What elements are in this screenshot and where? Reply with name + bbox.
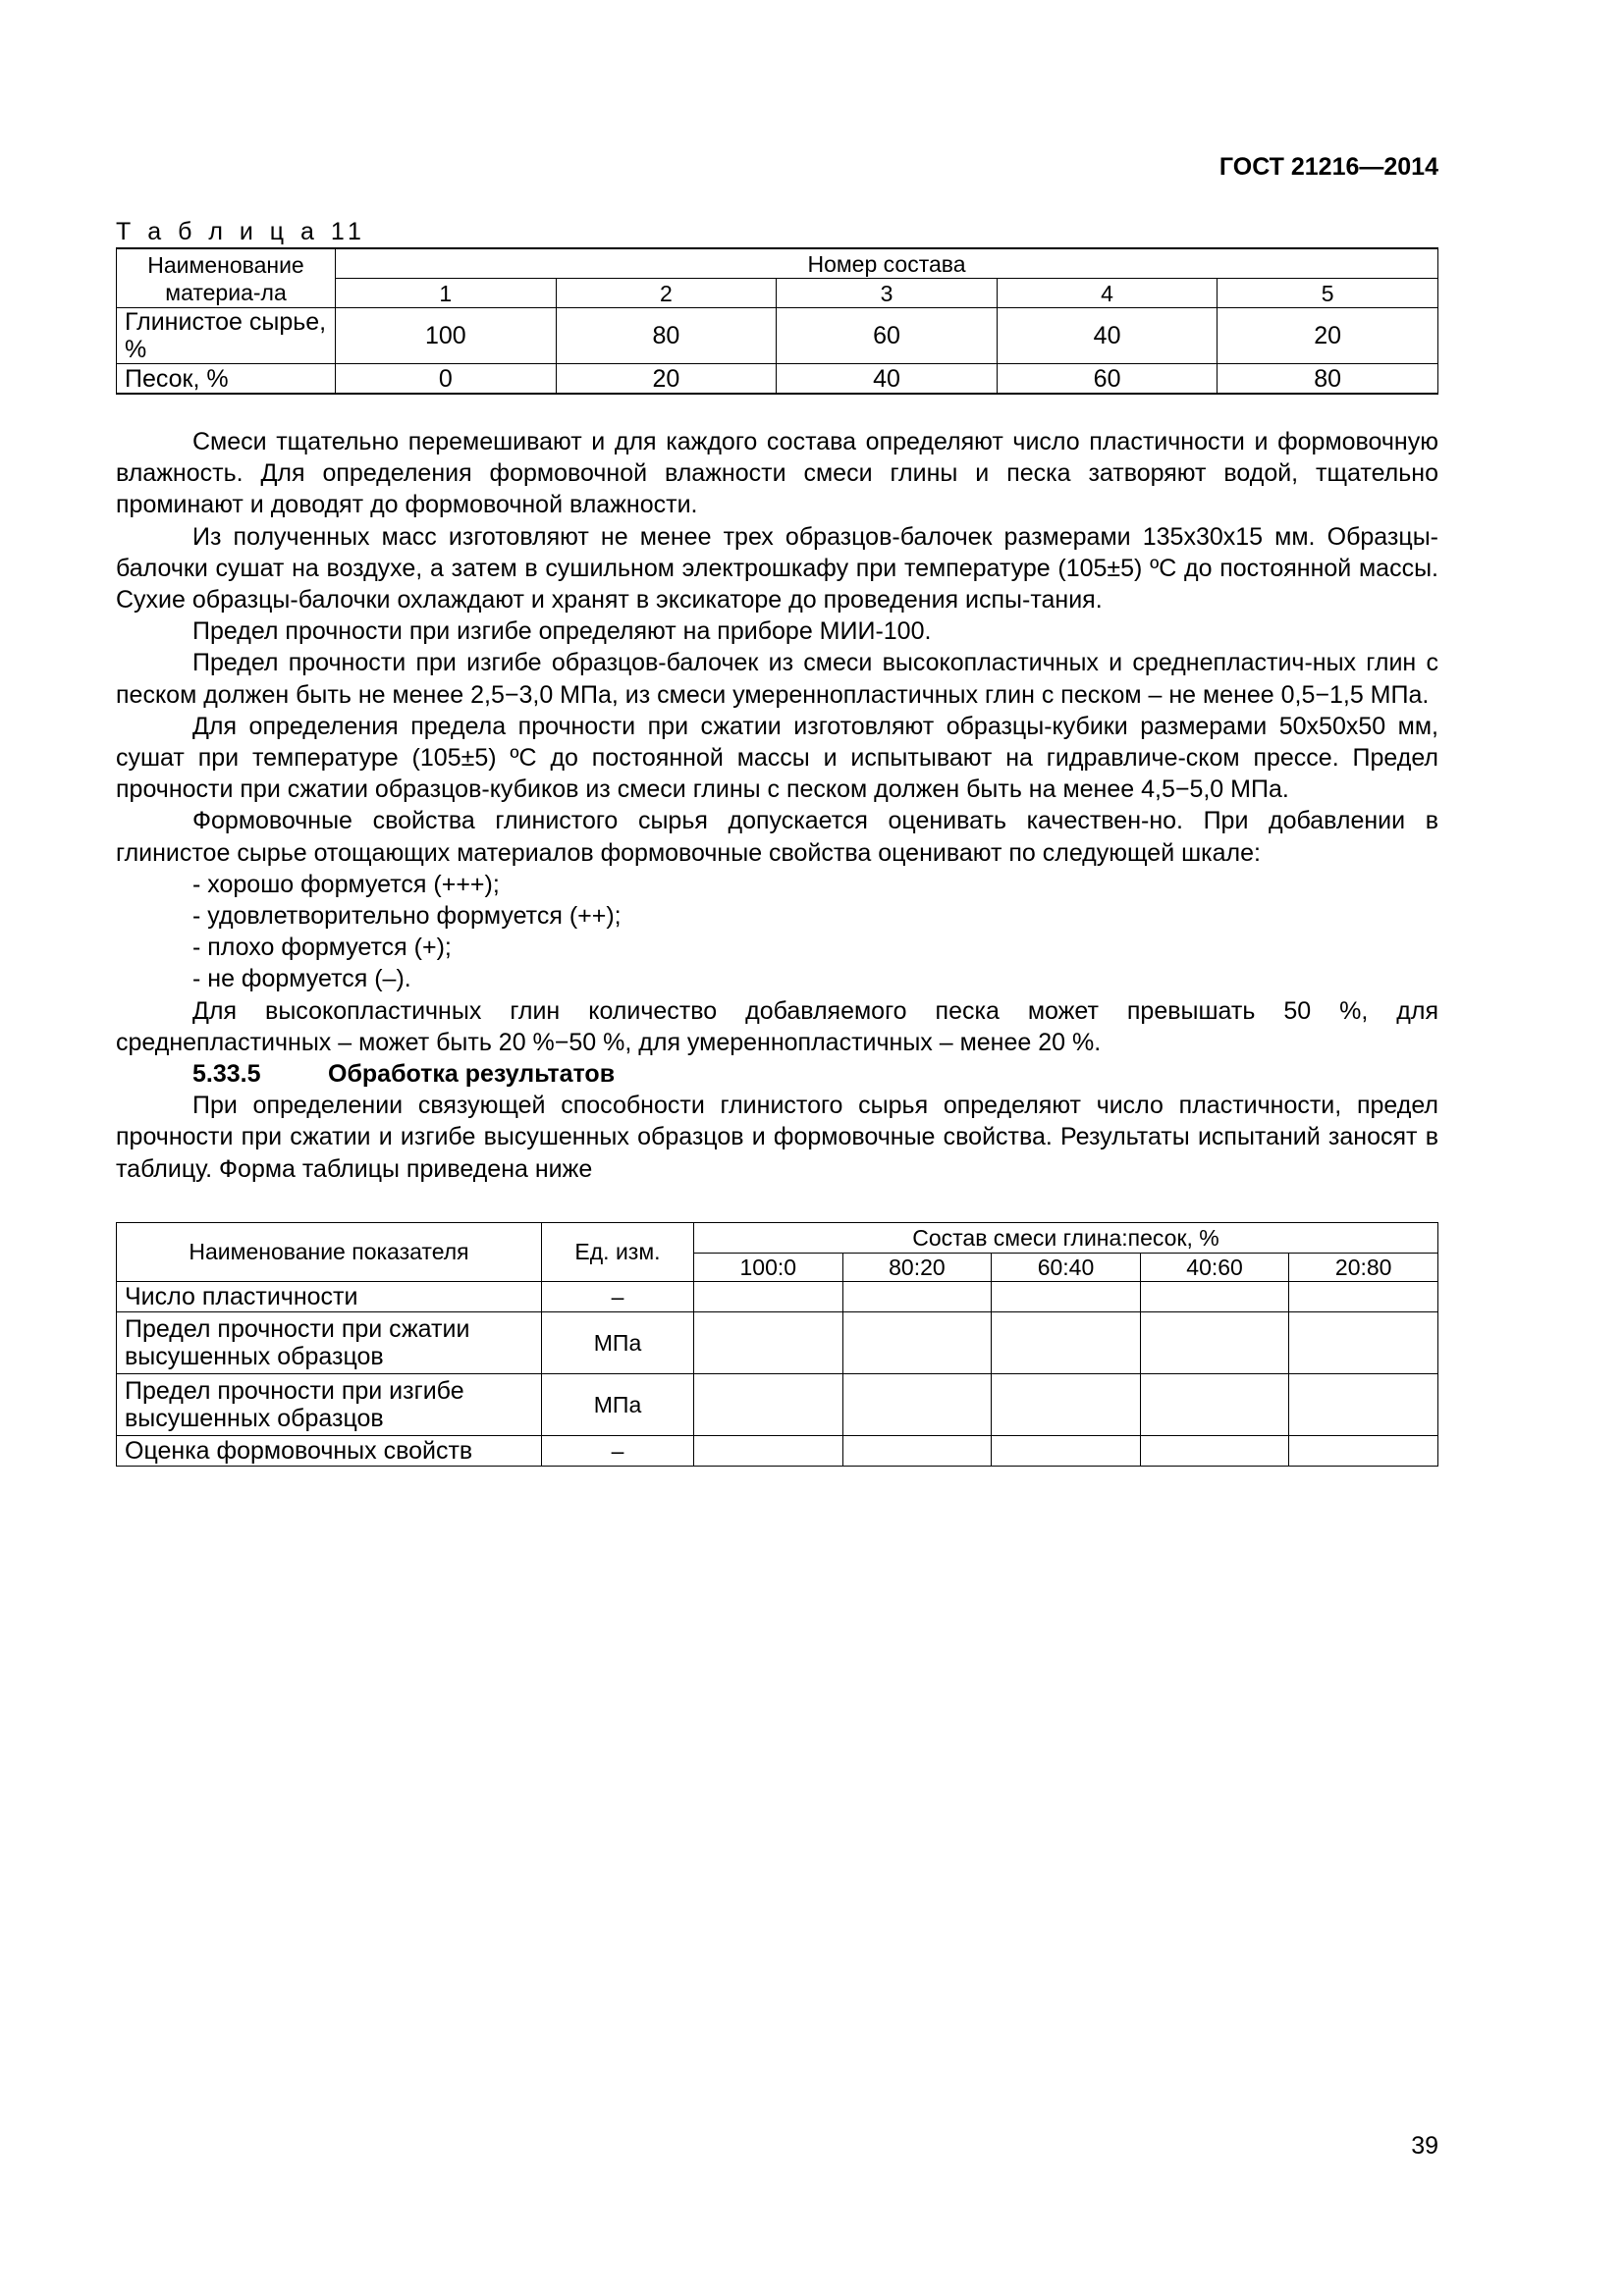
- cell-value: 20: [556, 364, 777, 395]
- paragraph: При определении связующей способности глинистого сырья определяют число пластичности, предел прочности при сжатии и изгибе высушенных образцов и формовочные свойства. Результаты испытаний заносят в таблицу. Форма таблицы приведена ниже: [116, 1092, 1438, 1183]
- row-label: Песок, %: [117, 364, 336, 395]
- material-header: Наименование материа-ла: [117, 248, 336, 308]
- results-table: [116, 1222, 1438, 1467]
- cell-value: 40: [777, 364, 998, 395]
- row-label: Глинистое сырье, %: [117, 308, 336, 364]
- empty-cell: [1289, 1281, 1438, 1311]
- cell-value: 20: [1218, 308, 1438, 364]
- empty-cell: [1140, 1311, 1289, 1373]
- empty-cell: [694, 1311, 843, 1373]
- table-row: [117, 1373, 1438, 1435]
- section-number: 5.33.5: [192, 1060, 261, 1089]
- empty-cell: [842, 1435, 992, 1466]
- ratio-header: 80:20: [842, 1253, 992, 1281]
- list-item: - плохо формуется (+);: [192, 934, 452, 962]
- row-unit: –: [542, 1281, 694, 1311]
- empty-cell: [1289, 1373, 1438, 1435]
- cell-value: 0: [336, 364, 557, 395]
- ratio-header: 20:80: [1289, 1253, 1438, 1281]
- paragraph: Формовочные свойства глинистого сырья допускается оценивать качествен-но. При добавлении в глинистое сырье отощающих материалов формовочные свойства оценивают по следующей шкале:: [116, 807, 1438, 867]
- composition-num: 3: [777, 279, 998, 308]
- table-11: [116, 247, 1438, 395]
- empty-cell: [992, 1281, 1141, 1311]
- page-content: [116, 216, 1438, 1467]
- row-unit: МПа: [542, 1311, 694, 1373]
- ratio-header: 100:0: [694, 1253, 843, 1281]
- empty-cell: [992, 1435, 1141, 1466]
- cell-value: 60: [777, 308, 998, 364]
- table-row: [117, 1311, 1438, 1373]
- indicator-header: Наименование показателя: [117, 1222, 542, 1281]
- ratio-header: 60:40: [992, 1253, 1141, 1281]
- section-title: Обработка результатов: [328, 1060, 616, 1089]
- paragraph: Предел прочности при изгибе определяют на приборе МИИ-100.: [192, 617, 932, 646]
- cell-value: 40: [997, 308, 1218, 364]
- cell-value: 80: [1218, 364, 1438, 395]
- table-row: [117, 308, 1438, 364]
- row-label: Оценка формовочных свойств: [117, 1435, 542, 1466]
- empty-cell: [694, 1435, 843, 1466]
- empty-cell: [842, 1311, 992, 1373]
- unit-header: Ед. изм.: [542, 1222, 694, 1281]
- composition-num: 2: [556, 279, 777, 308]
- row-label: Предел прочности при сжатии высушенных образцов: [117, 1311, 542, 1373]
- composition-header: Номер состава: [336, 248, 1438, 279]
- table-row: [117, 364, 1438, 395]
- mix-header: Состав смеси глина:песок, %: [694, 1222, 1438, 1253]
- page-number: 39: [1411, 2132, 1438, 2160]
- list-item: - хорошо формуется (+++);: [192, 870, 500, 898]
- table-row: [117, 1281, 1438, 1311]
- document-code: ГОСТ 21216—2014: [1218, 153, 1438, 181]
- cell-value: 80: [556, 308, 777, 364]
- section-heading: [116, 1058, 1438, 1090]
- paragraph: Смеси тщательно перемешивают и для каждого состава определяют число пластичности и формовочную влажность. Для определения формовочной влажности смеси глины и песка затворяют водой, тщательно проминают и доводят до формовочной влажности.: [116, 428, 1438, 519]
- empty-cell: [1289, 1435, 1438, 1466]
- composition-num: 5: [1218, 279, 1438, 308]
- paragraph: Из полученных масс изготовляют не менее трех образцов-балочек размерами 135х30х15 мм. Образцы-балочки сушат на воздухе, а затем в сушильном электрошкафу при температуре (105±5) ºС до постоянной массы. Сухие образцы-балочки охлаждают и хранят в эксикаторе до проведения испы-тания.: [116, 522, 1438, 614]
- empty-cell: [694, 1373, 843, 1435]
- row-label: Число пластичности: [117, 1281, 542, 1311]
- paragraph: Предел прочности при изгибе образцов-балочек из смеси высокопластичных и среднепластич-ных глин с песком должен быть не менее 2,5−3,0 МПа, из смеси умереннопластичных глин с песком – не менее 0,5−1,5 МПа.: [116, 649, 1438, 709]
- composition-num: 4: [997, 279, 1218, 308]
- table-caption: Т а б л и ц а 11: [116, 218, 366, 245]
- empty-cell: [1140, 1373, 1289, 1435]
- empty-cell: [992, 1373, 1141, 1435]
- empty-cell: [842, 1373, 992, 1435]
- list-item: - не формуется (–).: [192, 965, 411, 993]
- table-row: [117, 1435, 1438, 1466]
- row-unit: –: [542, 1435, 694, 1466]
- list-item: - удовлетворительно формуется (++);: [192, 902, 622, 931]
- ratio-header: 40:60: [1140, 1253, 1289, 1281]
- empty-cell: [1140, 1435, 1289, 1466]
- row-unit: МПа: [542, 1373, 694, 1435]
- row-label: Предел прочности при изгибе высушенных образцов: [117, 1373, 542, 1435]
- cell-value: 60: [997, 364, 1218, 395]
- paragraph: Для определения предела прочности при сжатии изготовляют образцы-кубики размерами 50х50х50 мм, сушат при температуре (105±5) ºС до постоянной массы и испытывают на гидравличе-ском прессе. Предел прочности при сжатии образцов-кубиков из смеси глины с песком должен быть на менее 4,5−5,0 МПа.: [116, 712, 1438, 804]
- empty-cell: [842, 1281, 992, 1311]
- empty-cell: [1289, 1311, 1438, 1373]
- composition-num: 1: [336, 279, 557, 308]
- empty-cell: [694, 1281, 843, 1311]
- empty-cell: [992, 1311, 1141, 1373]
- paragraph: Для высокопластичных глин количество добавляемого песка может превышать 50 %, для среднепластичных – может быть 20 %−50 %, для умереннопластичных – менее 20 %.: [116, 996, 1438, 1056]
- cell-value: 100: [336, 308, 557, 364]
- empty-cell: [1140, 1281, 1289, 1311]
